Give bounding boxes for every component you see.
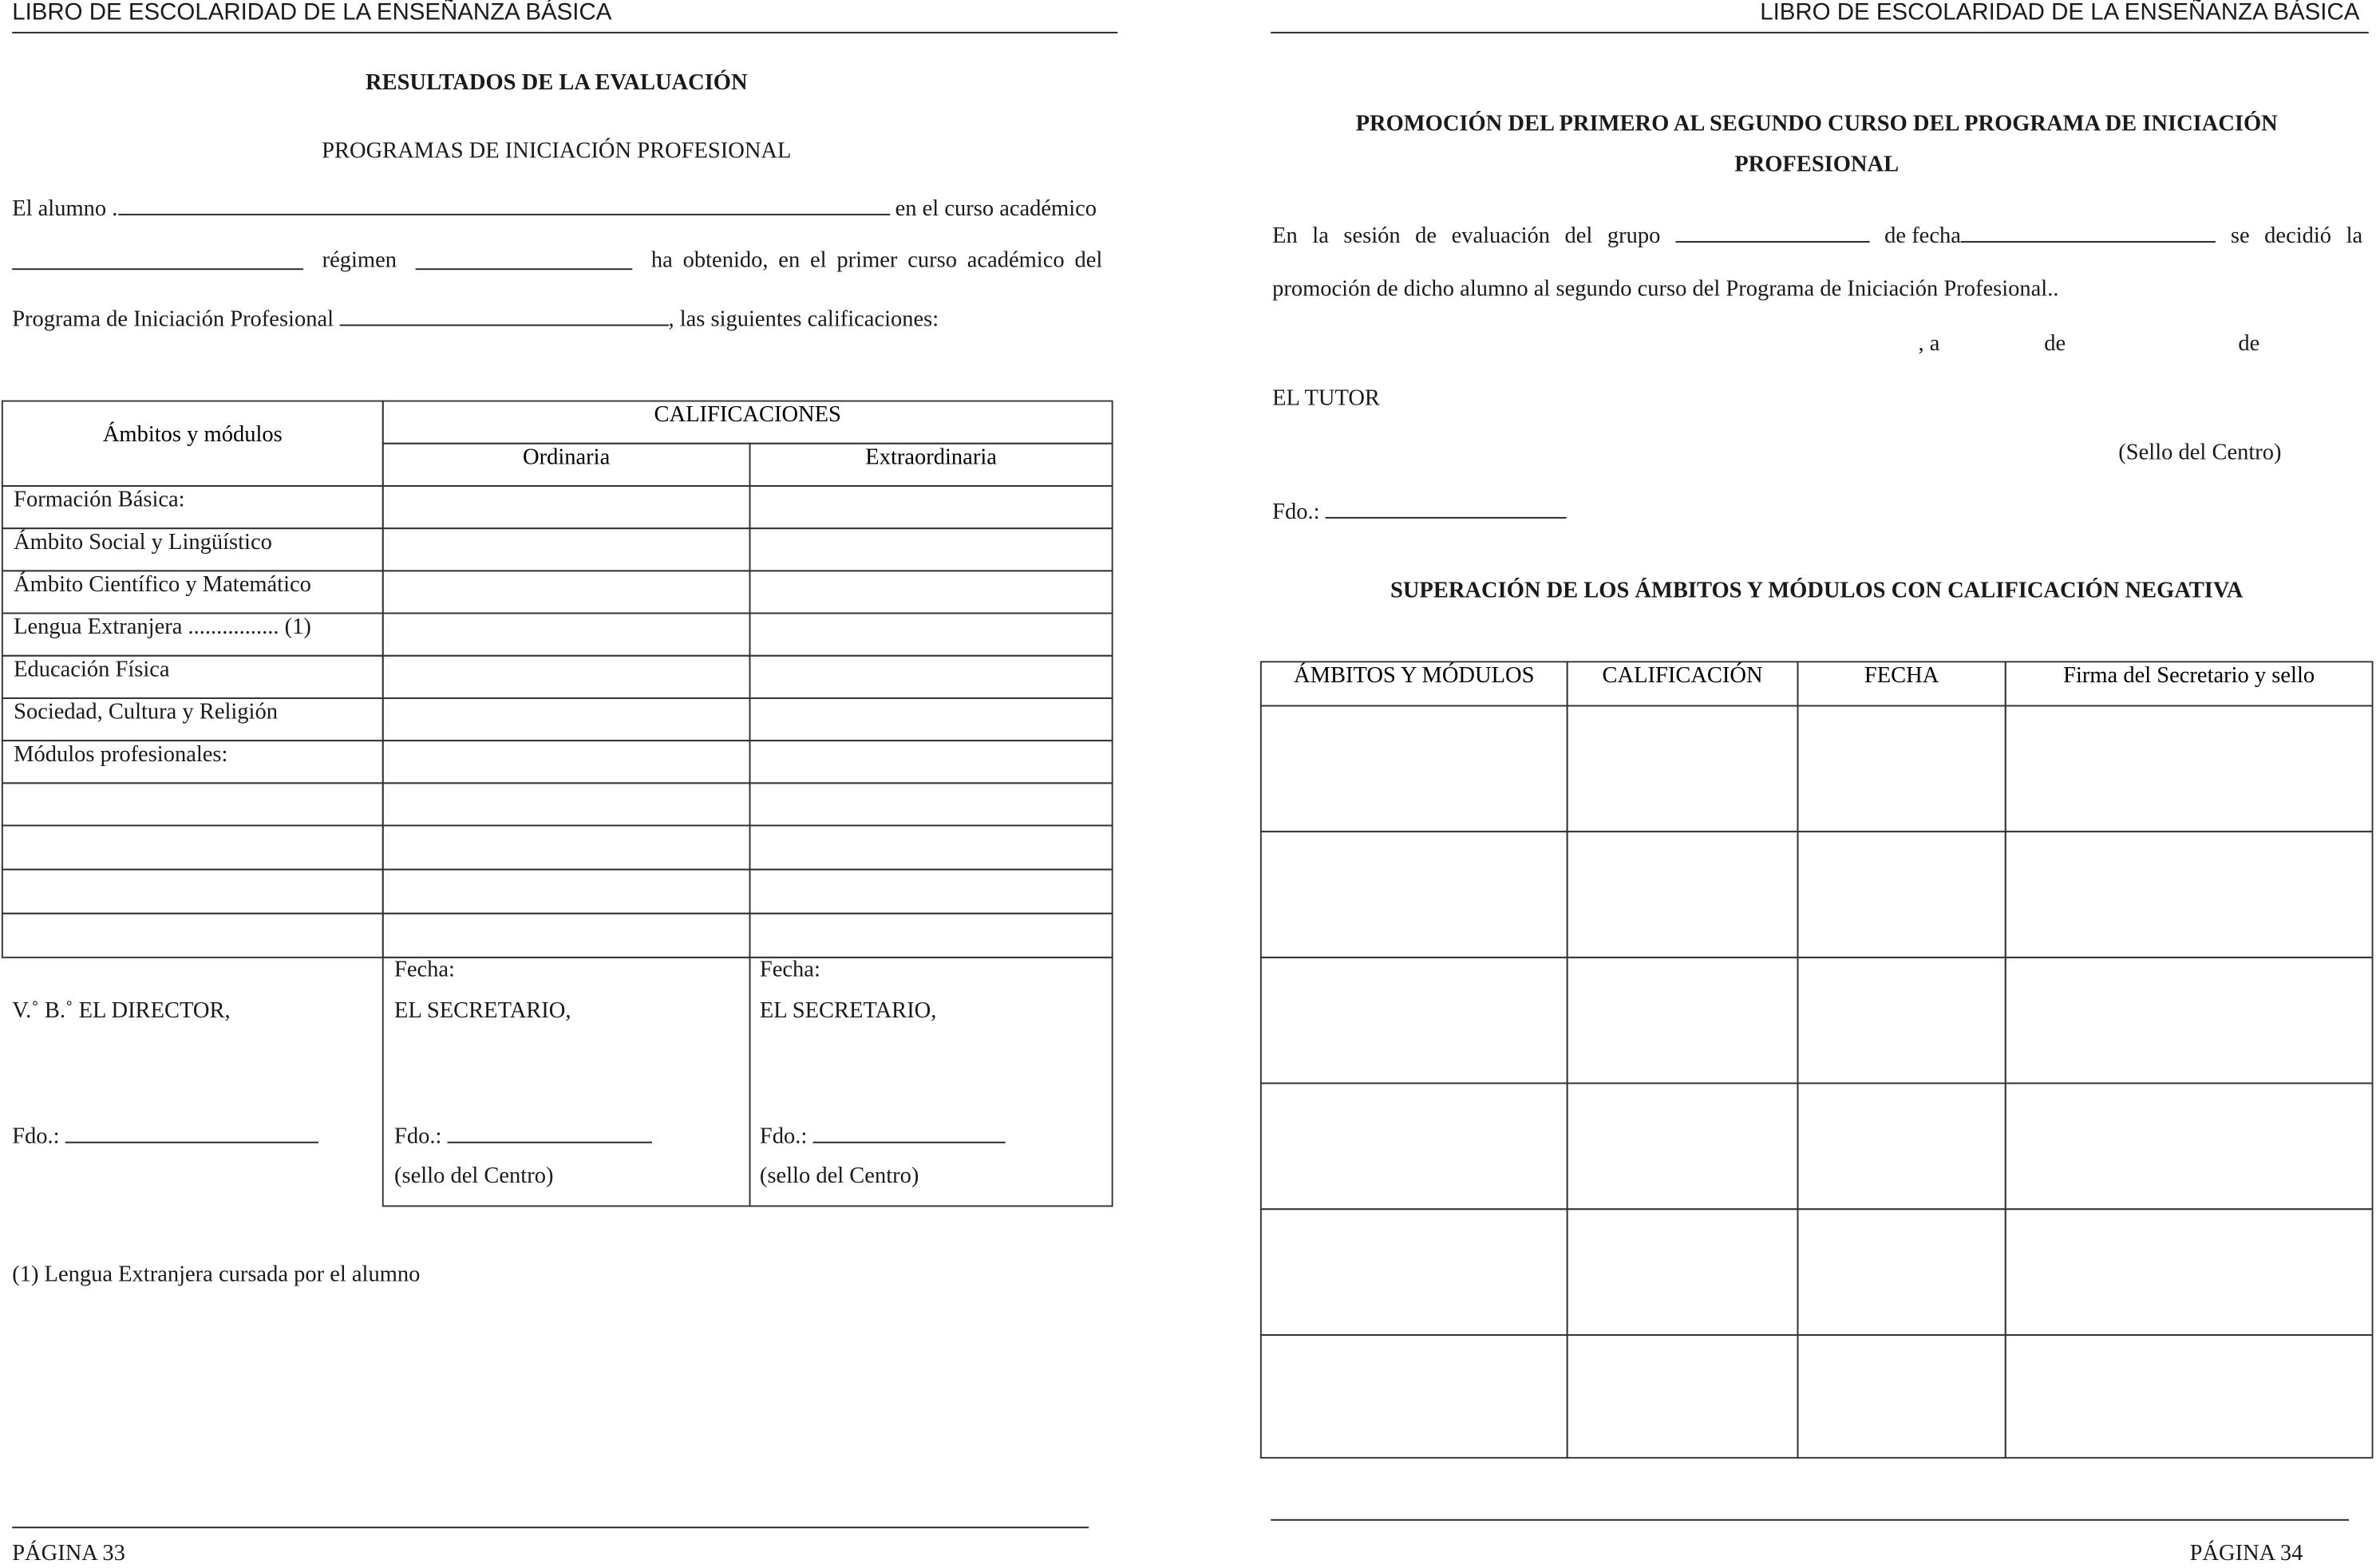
header-extraordinaria-cell bbox=[749, 443, 1113, 487]
ordinaria-cell[interactable] bbox=[382, 740, 751, 784]
extraordinaria-cell[interactable] bbox=[749, 740, 1113, 784]
table-row bbox=[2, 570, 384, 614]
fecha-cell[interactable] bbox=[1797, 1208, 2006, 1336]
regime-label: régimen bbox=[322, 248, 397, 273]
firma-cell[interactable] bbox=[2005, 1334, 2374, 1459]
section2-title: SUPERACIÓN DE LOS ÁMBITOS Y MÓDULOS CON CALIFICACIÓN NEGATIVA bbox=[1390, 579, 2244, 604]
director-fdo bbox=[12, 1122, 318, 1151]
ordinaria-cell[interactable] bbox=[382, 913, 751, 958]
table-row[interactable] bbox=[1260, 1334, 1568, 1459]
fecha-cell[interactable] bbox=[1797, 1334, 2006, 1459]
firma-cell[interactable] bbox=[2005, 1208, 2374, 1336]
extraordinaria-cell[interactable] bbox=[749, 527, 1113, 571]
date-de-1: de bbox=[2044, 332, 2066, 357]
col-header-calificacion: CALIFICACIÓN bbox=[1602, 664, 1763, 689]
table-row bbox=[2, 485, 384, 529]
ordinaria-fecha: Fecha: bbox=[394, 958, 455, 983]
ordinaria-cell[interactable] bbox=[382, 697, 751, 741]
table-row bbox=[2, 655, 384, 699]
table-row bbox=[2, 697, 384, 741]
student-name-blank[interactable] bbox=[117, 194, 889, 215]
extraordinaria-fdo bbox=[760, 1122, 1006, 1151]
row-label: Formación Básica: bbox=[14, 488, 185, 513]
promotion-text: promoción de dicho alumno al segundo curso del Programa de Iniciación Profesional.. bbox=[1272, 277, 2059, 302]
header-extraordinaria: Extraordinaria bbox=[865, 445, 997, 470]
student-line bbox=[12, 194, 1097, 223]
firma-cell[interactable] bbox=[2005, 1083, 2374, 1211]
program-line bbox=[12, 305, 939, 334]
date-de-2: de bbox=[2238, 332, 2260, 357]
obtained-label: ha obtenido, en el primer curso académico del bbox=[650, 248, 1103, 273]
ordinaria-cell[interactable] bbox=[382, 869, 751, 914]
calificacion-cell[interactable] bbox=[1567, 1208, 1799, 1336]
tutor-label: EL TUTOR bbox=[1272, 386, 1380, 411]
table-row[interactable] bbox=[1260, 1083, 1568, 1211]
director-label: V.˚ B.˚ EL DIRECTOR, bbox=[12, 999, 231, 1024]
calificacion-cell[interactable] bbox=[1567, 705, 1799, 833]
col-header-calificacion-cell bbox=[1567, 661, 1799, 706]
table-row[interactable] bbox=[1260, 831, 1568, 958]
extraordinaria-cell[interactable] bbox=[749, 697, 1113, 741]
page33-title: RESULTADOS DE LA EVALUACIÓN bbox=[365, 71, 748, 96]
tutor-signature-blank[interactable] bbox=[1326, 497, 1567, 519]
col-header-ambitos-cell bbox=[1260, 661, 1568, 706]
calificacion-cell[interactable] bbox=[1567, 957, 1799, 1084]
page34-title-line1: PROMOCIÓN DEL PRIMERO AL SEGUNDO CURSO DEL PROGRAMA DE INICIACIÓN bbox=[1355, 112, 2278, 136]
table-row bbox=[2, 613, 384, 657]
table-row[interactable] bbox=[1260, 1208, 1568, 1336]
ordinaria-fdo-label: Fdo.: bbox=[394, 1124, 442, 1150]
date-blank[interactable] bbox=[1961, 221, 2216, 243]
session-line bbox=[1272, 221, 2362, 250]
group-blank[interactable] bbox=[1675, 221, 1869, 243]
date-label: de fecha bbox=[1884, 221, 2216, 250]
ordinaria-cell[interactable] bbox=[382, 825, 751, 871]
header-right: LIBRO DE ESCOLARIDAD DE LA ENSEÑANZA BÁSICA bbox=[1760, 0, 2360, 26]
col-header-ambitos: ÁMBITOS Y MÓDULOS bbox=[1294, 664, 1535, 689]
calificacion-cell[interactable] bbox=[1567, 831, 1799, 958]
session-label: En la sesión de evaluación del grupo bbox=[1272, 224, 1661, 249]
fecha-cell[interactable] bbox=[1797, 1083, 2006, 1211]
row-label: Lengua Extranjera ................ (1) bbox=[14, 615, 311, 640]
student-label: El alumno . bbox=[12, 197, 118, 222]
extraordinaria-cell[interactable] bbox=[749, 485, 1113, 529]
table-row bbox=[2, 527, 384, 571]
ordinaria-sello: (sello del Centro) bbox=[394, 1164, 554, 1189]
extraordinaria-cell[interactable] bbox=[749, 613, 1113, 657]
table-row[interactable] bbox=[1260, 705, 1568, 833]
extraordinaria-cell[interactable] bbox=[749, 655, 1113, 699]
grades-label: , las siguientes calificaciones: bbox=[668, 307, 939, 333]
regime-blank[interactable] bbox=[416, 249, 633, 271]
ordinaria-cell[interactable] bbox=[382, 613, 751, 657]
header-ordinaria-cell bbox=[382, 443, 751, 487]
header-ambitos-cell bbox=[2, 401, 384, 487]
ordinaria-cell[interactable] bbox=[382, 485, 751, 529]
extraordinaria-signature-blank[interactable] bbox=[812, 1122, 1005, 1143]
footer-rule-right bbox=[1271, 1519, 2349, 1521]
tutor-fdo-label: Fdo.: bbox=[1272, 500, 1320, 525]
academic-year-label: en el curso académico bbox=[895, 197, 1097, 222]
fecha-cell[interactable] bbox=[1797, 831, 2006, 958]
firma-cell[interactable] bbox=[2005, 705, 2374, 833]
extraordinaria-sello: (sello del Centro) bbox=[759, 1164, 919, 1189]
program-label: Programa de Iniciación Profesional bbox=[12, 307, 334, 333]
ordinaria-secretario: EL SECRETARIO, bbox=[394, 999, 571, 1024]
program-blank[interactable] bbox=[339, 305, 668, 326]
calificacion-cell[interactable] bbox=[1567, 1083, 1799, 1211]
footer-rule-left bbox=[12, 1527, 1089, 1528]
firma-cell[interactable] bbox=[2005, 957, 2374, 1084]
extraordinaria-cell[interactable] bbox=[749, 825, 1113, 871]
col-header-fecha-cell bbox=[1797, 661, 2006, 706]
regime-line bbox=[12, 249, 1102, 274]
ordinaria-signature-blank[interactable] bbox=[448, 1122, 653, 1143]
col-header-firma-cell bbox=[2005, 661, 2374, 706]
fecha-cell[interactable] bbox=[1797, 705, 2006, 833]
page34-title-line2: PROFESIONAL bbox=[1734, 152, 1900, 178]
academic-year-blank[interactable] bbox=[12, 249, 303, 271]
ordinaria-cell[interactable] bbox=[382, 570, 751, 614]
header-calificaciones-cell bbox=[382, 401, 1113, 444]
ordinaria-cell[interactable] bbox=[382, 527, 751, 571]
director-fdo-label: Fdo.: bbox=[12, 1124, 60, 1150]
table-row[interactable] bbox=[2, 825, 384, 871]
header-calificaciones: CALIFICACIONES bbox=[654, 403, 841, 428]
extraordinaria-cell[interactable] bbox=[749, 869, 1113, 914]
fecha-cell[interactable] bbox=[1797, 957, 2006, 1084]
table-row[interactable] bbox=[2, 869, 384, 914]
table-row[interactable] bbox=[1260, 957, 1568, 1084]
firma-cell[interactable] bbox=[2005, 831, 2374, 958]
page-number-33: PÁGINA 33 bbox=[12, 1542, 125, 1566]
header-ordinaria: Ordinaria bbox=[523, 445, 611, 470]
calificacion-cell[interactable] bbox=[1567, 1334, 1799, 1459]
director-signature-blank[interactable] bbox=[65, 1122, 318, 1143]
table-row[interactable] bbox=[2, 913, 384, 958]
page-number-34: PÁGINA 34 bbox=[2189, 1542, 2303, 1566]
header-rule-left bbox=[12, 32, 1117, 34]
extraordinaria-cell[interactable] bbox=[749, 913, 1113, 958]
row-label: Ámbito Social y Lingüístico bbox=[14, 531, 272, 555]
extraordinaria-cell[interactable] bbox=[749, 570, 1113, 614]
table-row[interactable] bbox=[2, 782, 384, 826]
page33-subtitle: PROGRAMAS DE INICIACIÓN PROFESIONAL bbox=[322, 139, 792, 164]
row-label: Educación Física bbox=[14, 658, 170, 682]
date-place-a: , a bbox=[1918, 332, 1940, 357]
extraordinaria-fdo-label: Fdo.: bbox=[759, 1124, 808, 1150]
header-rule-right bbox=[1271, 32, 2369, 34]
extraordinaria-cell[interactable] bbox=[749, 782, 1113, 826]
col-header-firma: Firma del Secretario y sello bbox=[2063, 664, 2315, 689]
row-label: Sociedad, Cultura y Religión bbox=[14, 700, 278, 725]
header-ambitos: Ámbitos y módulos bbox=[102, 423, 283, 448]
ordinaria-cell[interactable] bbox=[382, 782, 751, 826]
row-label: Módulos profesionales: bbox=[14, 743, 228, 768]
extraordinaria-fecha: Fecha: bbox=[759, 958, 820, 983]
extraordinaria-secretario: EL SECRETARIO, bbox=[759, 999, 937, 1024]
col-header-fecha: FECHA bbox=[1864, 664, 1939, 689]
ordinaria-cell[interactable] bbox=[382, 655, 751, 699]
table-row bbox=[2, 740, 384, 784]
footnote: (1) Lengua Extranjera cursada por el alumno bbox=[12, 1262, 421, 1288]
header-left: LIBRO DE ESCOLARIDAD DE LA ENSEÑANZA BÁSICA bbox=[12, 0, 612, 26]
tutor-fdo bbox=[1272, 497, 1567, 526]
centre-seal-label: (Sello del Centro) bbox=[2118, 440, 2282, 466]
ordinaria-fdo bbox=[394, 1122, 652, 1151]
row-label: Ámbito Científico y Matemático bbox=[14, 573, 311, 598]
decided-label: se decidió la bbox=[2230, 224, 2363, 249]
